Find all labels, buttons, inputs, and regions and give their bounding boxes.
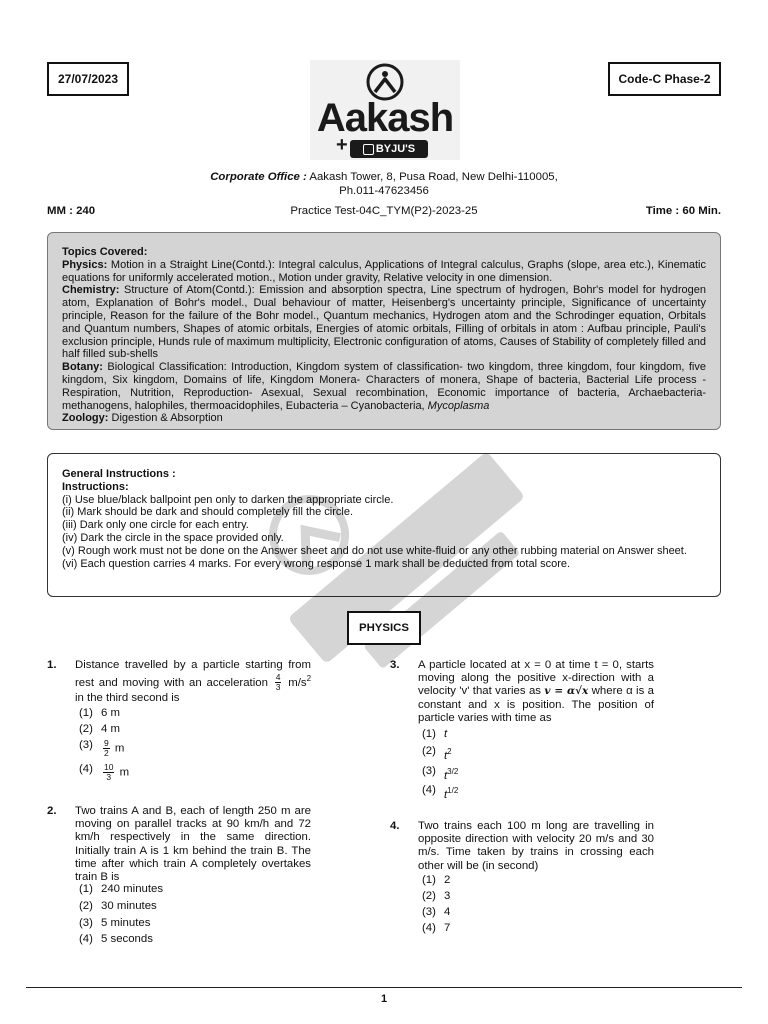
page-number: 1: [380, 993, 388, 1005]
zoology-label: Zoology:: [62, 412, 109, 425]
question-stem: Two trains A and B, each of length 250 m are moving on parallel tracks at 90 km/h and 72 km/h respectively in the same direction. Initially train A is 1 km behind the train B. The time after which train A completely overtakes train B is: [75, 805, 311, 884]
question-number: 3.: [390, 659, 400, 671]
time-limit: Time : 60 Min.: [645, 205, 721, 217]
botany-label: Botany:: [62, 361, 103, 374]
aakash-logo: [310, 60, 460, 160]
botany-italic: Mycoplasma: [427, 399, 490, 412]
topics-box: [47, 232, 721, 430]
option-4: (4) 7: [422, 922, 451, 934]
max-marks: MM : 240: [47, 205, 96, 217]
office-label: Corporate Office :: [210, 171, 307, 183]
instruction-item: (v) Rough work must not be done on the Answer sheet and do not use white-fluid or any other rubbing material on Answer sheet.: [62, 544, 687, 557]
option-1: (1) 2: [422, 874, 451, 886]
option-2: (2) $t^2$: [422, 745, 452, 762]
option-4: (4) 5 seconds: [79, 933, 153, 945]
topics-heading: Topics Covered:: [62, 246, 148, 258]
byjus-icon: [363, 144, 374, 155]
instructions-heading: General Instructions :: [62, 468, 176, 480]
topic-zoology: [62, 412, 706, 425]
code-box: [608, 62, 721, 96]
question-number: 4.: [390, 820, 400, 832]
botany-text: Biological Classification: Introduction, Kingdom system of classification- two kingdom, three kingdom, four kingdom, five kingdom, Six kingdom, Domains of life, Kingdom Monera- Characters of monera, Shape of bacteria, Bacterial Life process - Respiration, Nutrition, Reproduction- Asexual, Sexual recombination, Economic importance of bacteria, Archaebacteria-methanogens, halophiles, thermoacidophiles, Eubacteria – Cyanobacteria,: [62, 361, 706, 412]
question-number: 1.: [47, 659, 57, 671]
option-2: (2) 3: [422, 890, 451, 902]
question-stem: Distance travelled by a particle starting from rest and moving with an acceleration $\frac{4}{3}$ $m/s^2$ in the third second is: [75, 659, 312, 705]
corporate-office: [150, 170, 618, 198]
office-phone: Ph.011-47623456: [339, 185, 429, 197]
question-stem: Two trains each 100 m long are travelling in opposite direction with velocity 20 m/s and 30 m/s. Time taken by trains in crossing each other will be (in second): [418, 820, 654, 872]
byjus-badge: [350, 140, 428, 158]
topic-physics: [62, 259, 706, 285]
option-3: (3) $\frac{9}{2}$ m: [79, 738, 125, 758]
formula: v = α√x: [544, 685, 589, 698]
office-address: Aakash Tower, 8, Pusa Road, New Delhi-110005,: [306, 171, 558, 183]
byjus-text: BYJU'S: [375, 143, 416, 155]
section-physics-title: PHYSICS: [347, 611, 421, 645]
chemistry-label: Chemistry:: [62, 284, 120, 297]
instruction-item: (ii) Mark should be dark and should completely fill the circle.: [62, 506, 354, 519]
test-name: Practice Test-04C_TYM(P2)-2023-25: [290, 205, 478, 217]
option-3: (3) 4: [422, 906, 451, 918]
logo-word: Aakash: [316, 96, 454, 140]
topic-botany: [62, 361, 706, 412]
instructions-subheading: Instructions:: [62, 480, 129, 493]
date-text: 27/07/2023: [57, 72, 119, 86]
physics-label: Physics:: [62, 258, 108, 271]
physics-text: Motion in a Straight Line(Contd.): Integral calculus, Applications of Integral calculus, Graphs (slope, area etc.), Kinematic equations for uniformly accelerated motion., Motion under gravity, Relative velocity in one dimension.: [62, 258, 706, 284]
option-2: (2) 4 m: [79, 723, 120, 735]
instructions-box: [47, 453, 721, 597]
code-text: Code-C Phase-2: [618, 72, 711, 86]
option-4: (4) $\frac{10}{3}$ m: [79, 762, 130, 782]
instruction-item: (i) Use blue/black ballpoint pen only to darken the appropriate circle.: [62, 493, 394, 506]
question-number: 2.: [47, 805, 57, 817]
fraction: $\frac{4}{3}$: [275, 672, 281, 693]
question-stem: A particle located at x = 0 at time t = 0, starts moving along the positive x-direction with a velocity 'v' that varies as v = α√x where α is a constant and x is position. The position of particle varies with time as: [418, 659, 654, 724]
instruction-item: (vi) Each question carries 4 marks. For every wrong response 1 mark shall be deducted from total score.: [62, 557, 571, 570]
chemistry-text: Structure of Atom(Contd.): Emission and absorption spectra, Line spectrum of hydrogen, Bohr's model for hydrogen atom, Explanation of Bohr's model., Dual behaviour of matter, Heisenberg's uncertainty principle, Significance of uncertainty principle, Reason for the failure of the Bohr model., Quantum mechanics, Hydrogen atom and the Schrodinger equation, Orbitals and Quantum numbers, Shapes of atomic orbitals, Energies of atomic orbitals, Filling of orbitals in atom : Aufbau principle, Pauli's exclusion principle, Hunds rule of maximum multiplicity, Electronic configuration of atoms, Causes of Stability of completely filled and half filled sub-shells: [62, 284, 706, 361]
zoology-text: Digestion & Absorption: [108, 412, 223, 425]
topic-chemistry: [62, 284, 706, 361]
logo-plus: +: [336, 134, 348, 156]
option-1: (1) t: [422, 728, 448, 740]
option-1: (1) 240 minutes: [79, 883, 164, 895]
option-3: (3) 5 minutes: [79, 917, 151, 929]
option-4: (4) $t^{1/2}$: [422, 784, 459, 801]
instruction-item: (iv) Dark the circle in the space provided only.: [62, 531, 284, 544]
option-2: (2) 30 minutes: [79, 900, 157, 912]
instruction-item: (iii) Dark only one circle for each entry.: [62, 519, 249, 532]
footer-divider: [26, 987, 742, 988]
option-1: (1) 6 m: [79, 707, 120, 719]
date-box: [47, 62, 129, 96]
option-3: (3) $t^{3/2}$: [422, 765, 459, 782]
